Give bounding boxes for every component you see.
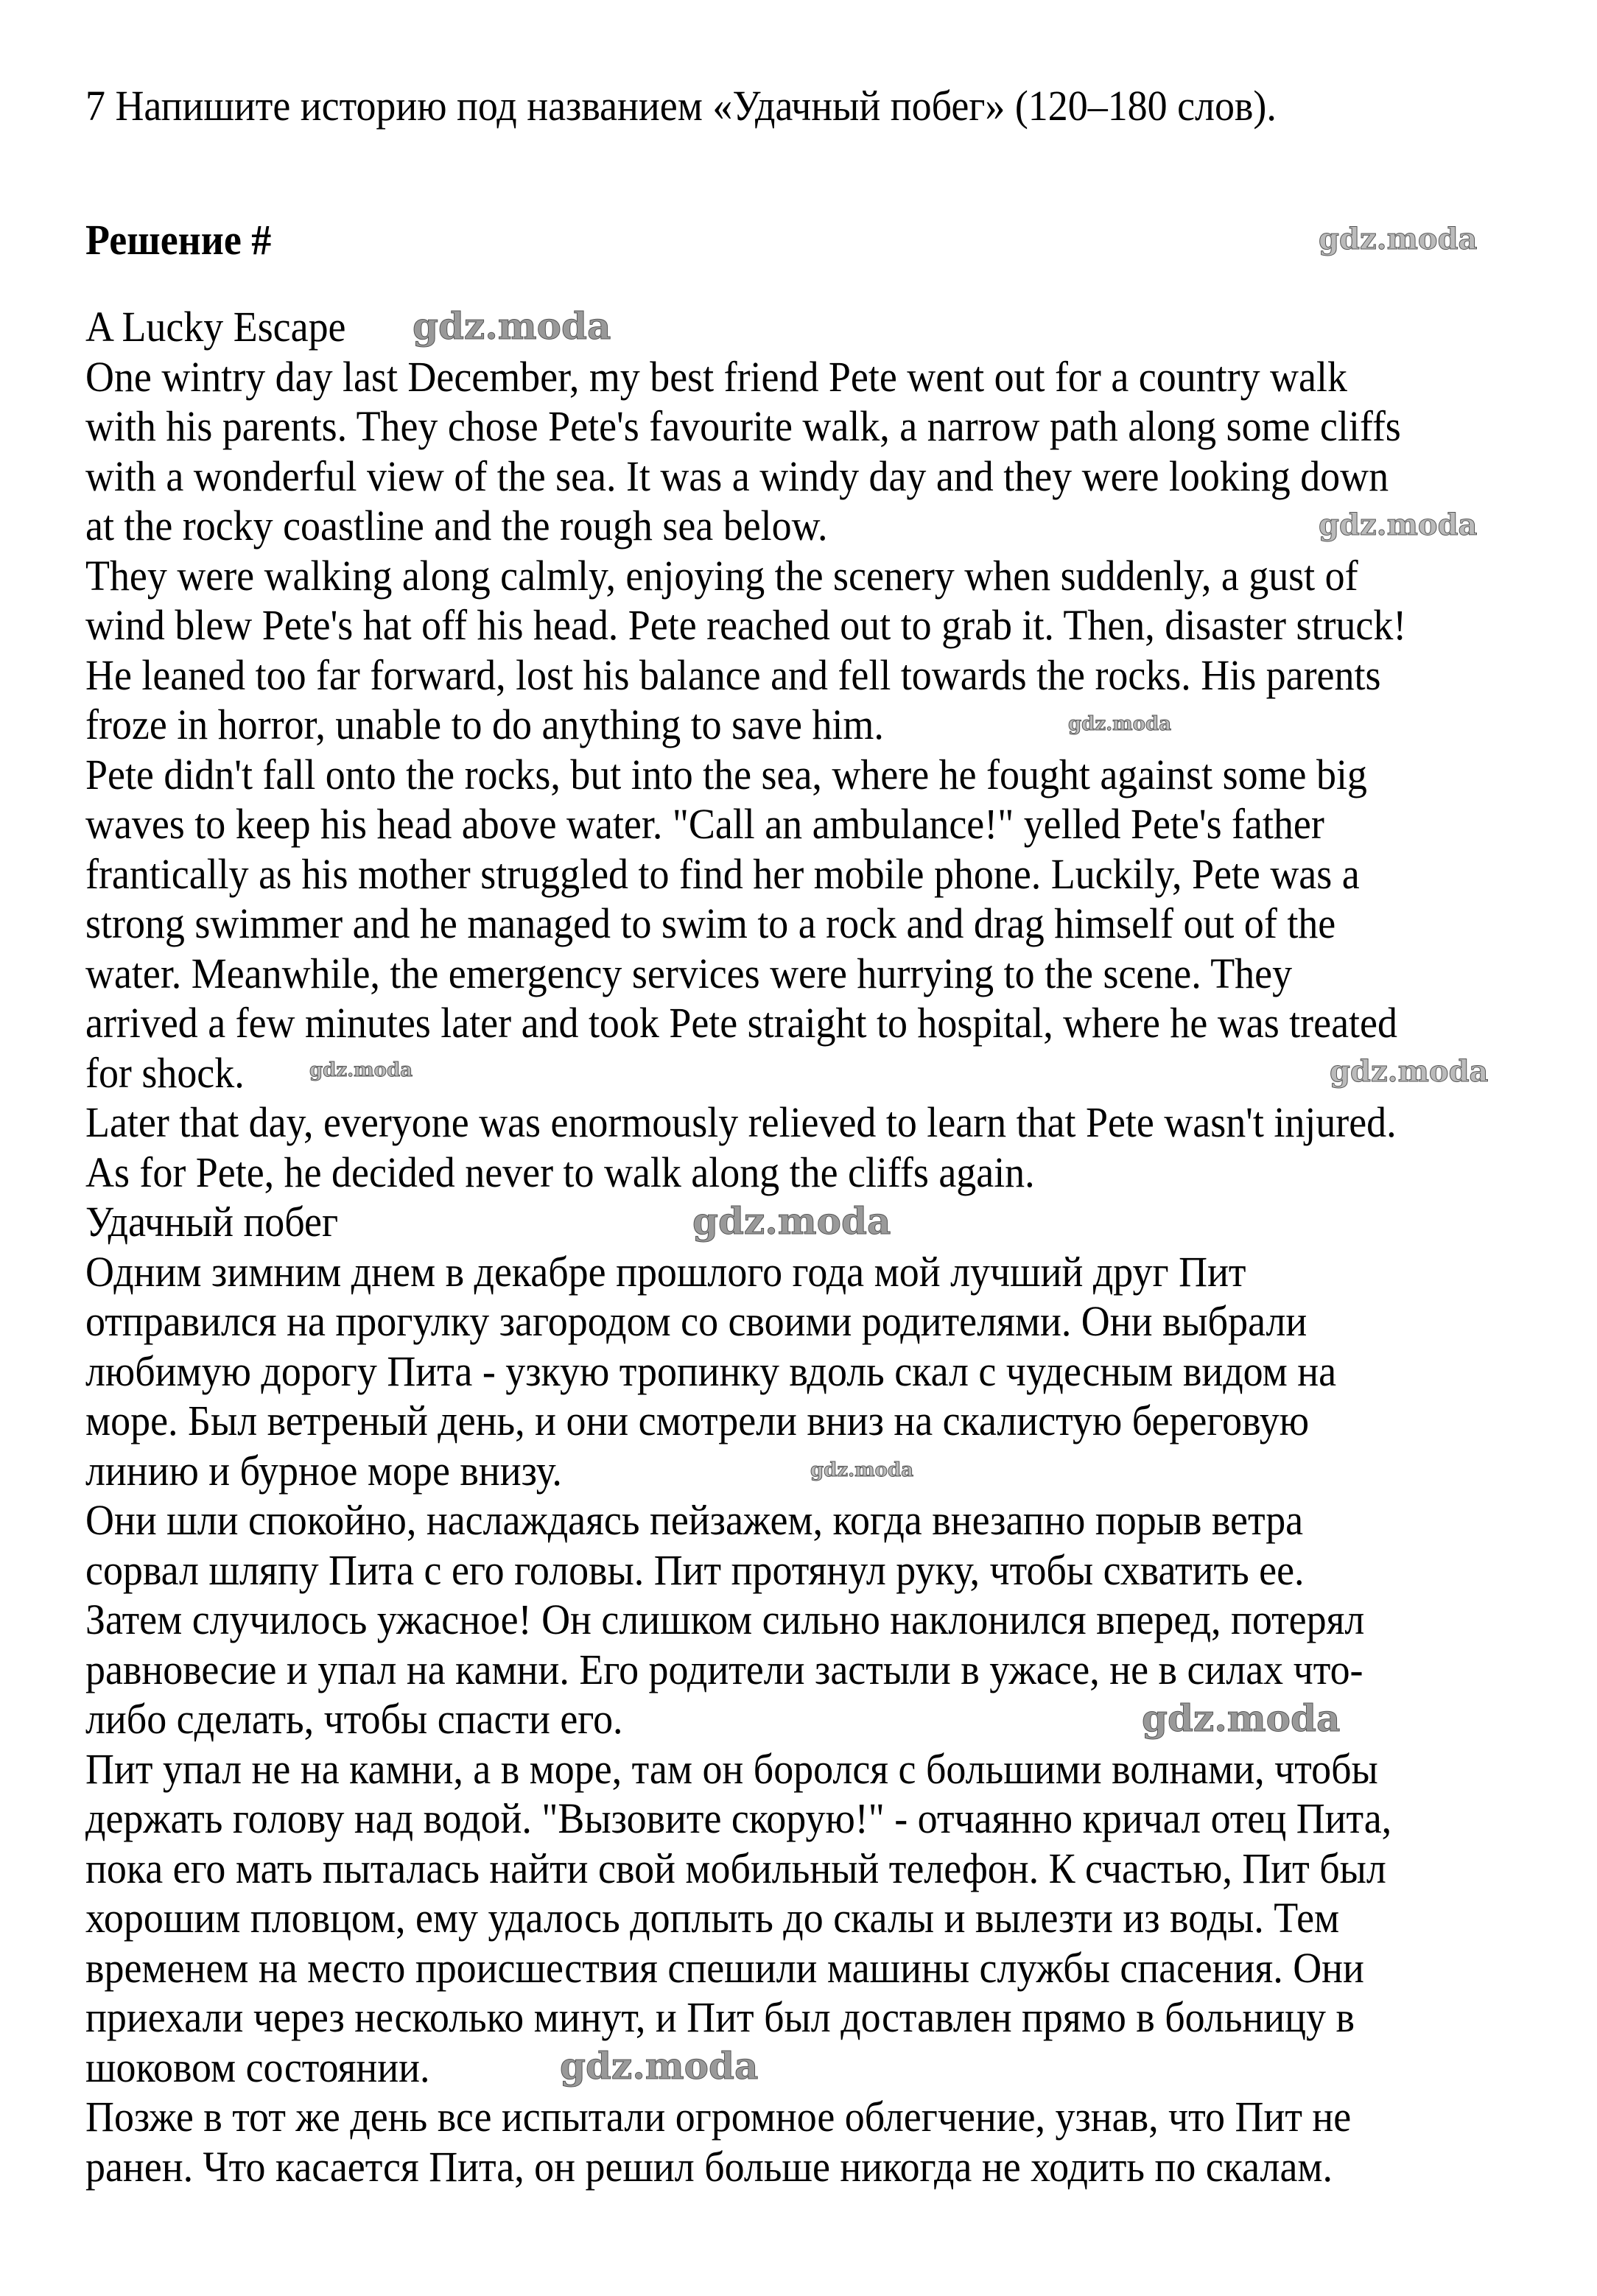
text-line: strong swimmer and he managed to swim to a rock and drag himself out of the <box>85 899 1336 947</box>
text-line: As for Pete, he decided never to walk along the cliffs again. <box>85 1148 1035 1196</box>
text-line: либо сделать, чтобы спасти его. <box>85 1695 623 1743</box>
text-line: water. Meanwhile, the emergency services were hurrying to the scene. They <box>85 949 1293 997</box>
text-line: пока его мать пыталась найти свой мобильный телефон. К счастью, Пит был <box>85 1844 1386 1892</box>
watermark: gdz.moda <box>309 1059 413 1081</box>
story-title: A Lucky Escape <box>85 303 346 351</box>
text-line: отправился на прогулку загородом со своими родителями. Они выбрали <box>85 1297 1308 1345</box>
watermark: gdz.moda <box>560 2044 759 2088</box>
text-line: with his parents. They chose Pete's favourite walk, a narrow path along some cliffs <box>85 402 1401 450</box>
text-line: держать голову над водой. "Вызовите скорую!" - отчаянно кричал отец Пита, <box>85 1794 1392 1842</box>
text-line: море. Был ветреный день, и они смотрели вниз на скалистую береговую <box>85 1397 1310 1444</box>
text-line: One wintry day last December, my best friend Pete went out for a country walk <box>85 352 1347 401</box>
watermark: gdz.moda <box>1319 508 1478 542</box>
story-title: Удачный побег <box>85 1198 339 1246</box>
text-line: froze in horror, unable to do anything to save him. <box>85 701 884 748</box>
solution-heading: Решение # <box>85 216 272 264</box>
essay-body <box>85 302 1506 2191</box>
text-line: ранен. Что касается Пита, он решил больше никогда не ходить по скалам. <box>85 2142 1333 2191</box>
text-line: waves to keep his head above water. "Call an ambulance!" yelled Pete's father <box>85 800 1324 848</box>
text-line: frantically as his mother struggled to find her mobile phone. Luckily, Pete was a <box>85 849 1360 898</box>
text-line: Позже в тот же день все испытали огромное облегчение, узнав, что Пит не <box>85 2093 1352 2141</box>
text-line: Одним зимним днем в декабре прошлого года мой лучший друг Пит <box>85 1247 1246 1296</box>
text-line: временем на место происшествия спешили машины службы спасения. Они <box>85 1943 1364 1992</box>
text-line: Later that day, everyone was enormously relieved to learn that Pete wasn't injured. <box>85 1098 1397 1146</box>
watermark: gdz.moda <box>1330 1054 1489 1089</box>
text-line: They were walking along calmly, enjoying the scenery when suddenly, a gust of <box>85 551 1358 600</box>
text-line: Они шли спокойно, наслаждаясь пейзажем, когда внезапно порыв ветра <box>85 1496 1304 1544</box>
text-line: Затем случилось ужасное! Он слишком сильно наклонился вперед, потерял <box>85 1595 1365 1643</box>
text-line: хорошим пловцом, ему удалось доплыть до скалы и вылезти из воды. Тем <box>85 1894 1340 1942</box>
watermark: gdz.moda <box>810 1459 914 1481</box>
text-line: wind blew Pete's hat off his head. Pete reached out to grab it. Then, disaster struck! <box>85 601 1407 649</box>
watermark: gdz.moda <box>1068 713 1172 735</box>
text-line: равновесие и упал на камни. Его родители застыли в ужасе, не в силах что- <box>85 1645 1363 1693</box>
text-line: with a wonderful view of the sea. It was a windy day and they were looking down <box>85 452 1389 500</box>
text-line: Pete didn't fall onto the rocks, but into the sea, where he fought against some big <box>85 750 1367 798</box>
watermark: gdz.moda <box>413 304 611 348</box>
watermark: gdz.moda <box>1142 1696 1341 1740</box>
text-line: at the rocky coastline and the rough sea below. <box>85 502 828 550</box>
text-line: for shock. <box>85 1048 245 1097</box>
text-line: линию и бурное море внизу. <box>85 1446 562 1495</box>
text-line: arrived a few minutes later and took Pete straight to hospital, where he was treated <box>85 999 1397 1047</box>
watermark: gdz.moda <box>692 1199 891 1243</box>
text-line: приехали через несколько минут, и Пит был доставлен прямо в больницу в <box>85 1993 1355 2041</box>
task-prompt: 7 Напишите историю под названием «Удачный побег» (120–180 слов). <box>85 82 1277 130</box>
text-line: шоковом состоянии. <box>85 2043 430 2091</box>
text-line: любимую дорогу Пита - узкую тропинку вдоль скал с чудесным видом на <box>85 1347 1337 1395</box>
text-line: Пит упал не на камни, а в море, там он боролся с большими волнами, чтобы <box>85 1744 1378 1793</box>
text-line: сорвал шляпу Пита с его головы. Пит протянул руку, чтобы схватить ее. <box>85 1545 1305 1594</box>
text-line: He leaned too far forward, lost his balance and fell towards the rocks. His parents <box>85 650 1381 699</box>
watermark: gdz.moda <box>1319 222 1478 256</box>
